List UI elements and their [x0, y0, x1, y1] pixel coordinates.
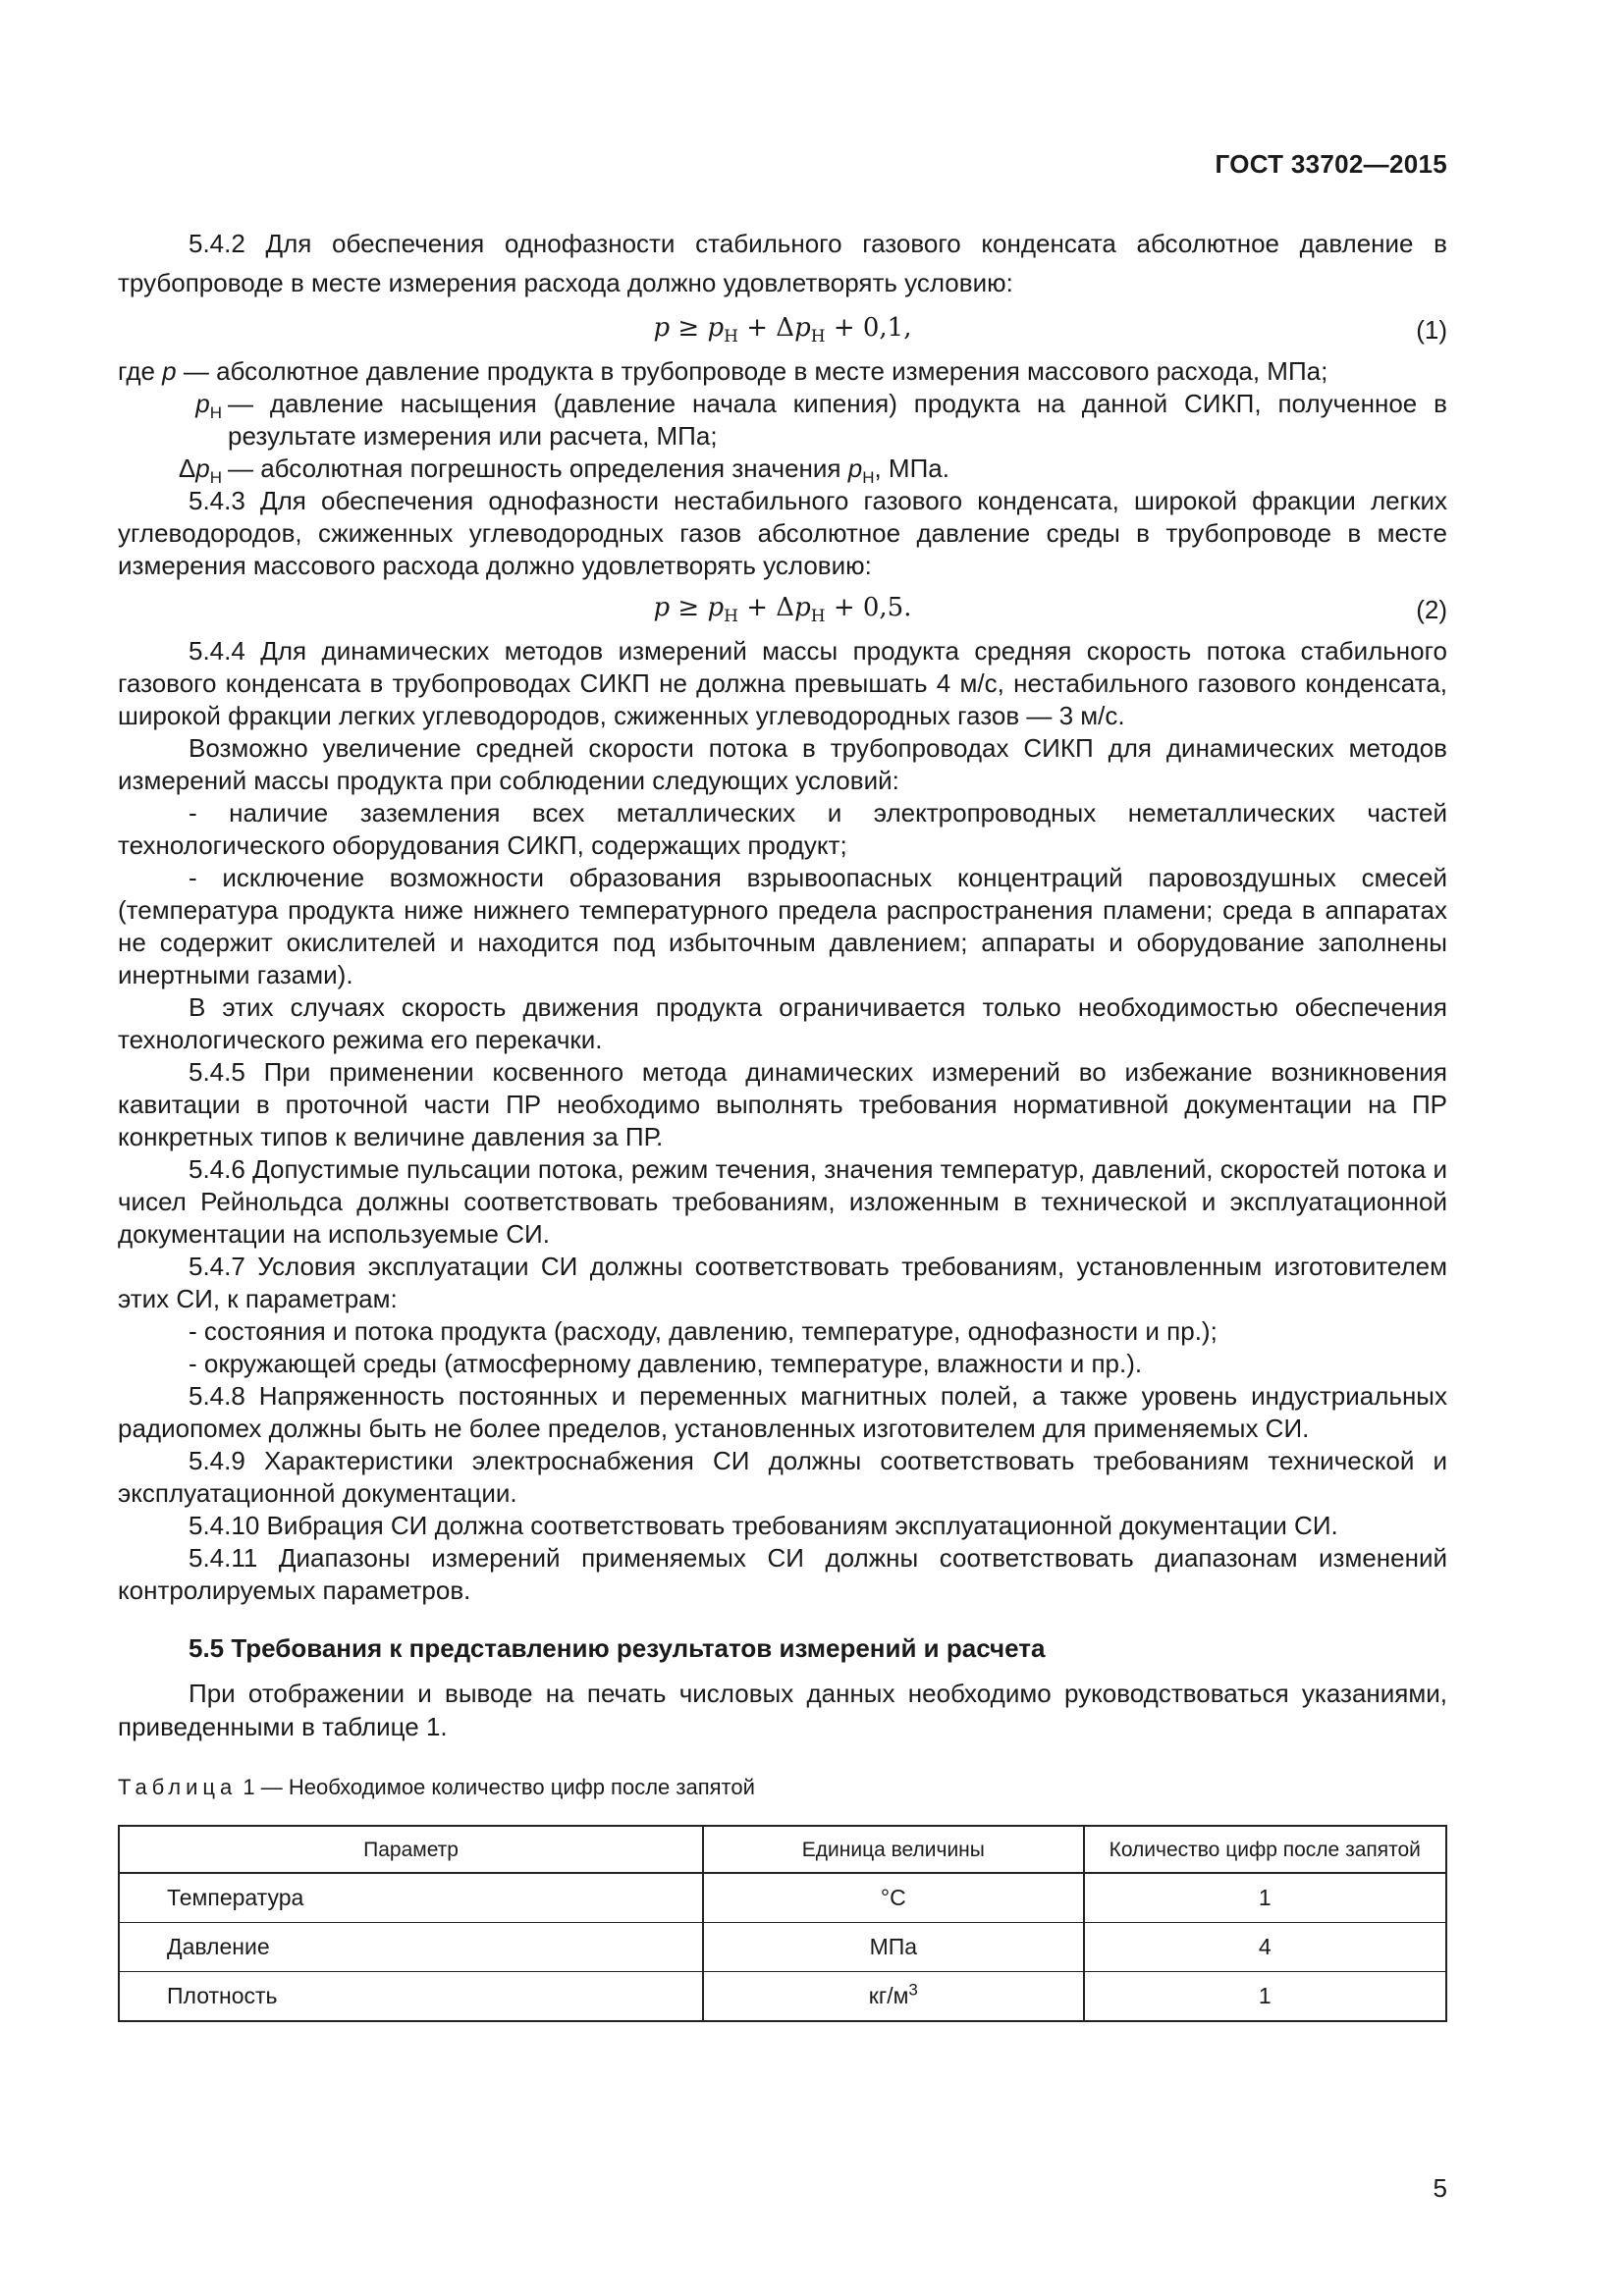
table-1-caption: Таблица 1 — Необходимое количество цифр после запятой	[118, 1775, 755, 1799]
paragraph-5-4-5: 5.4.5 При применении косвенного метода динамических измерений во избежание возникновения кавитации в проточной части ПР необходимо выполнять требования нормативной документации на ПР конкретных типов к величине давления за ПР.	[118, 1057, 1447, 1151]
table-row	[119, 1923, 1446, 1972]
paragraph-speed-limit: В этих случаях скорость движения продукта ограничивается только необходимостью обеспечения технологического режима его перекачки.	[118, 992, 1447, 1054]
table-row	[119, 1873, 1446, 1923]
table-row	[119, 1972, 1446, 2022]
paragraph-5-4-6: 5.4.6 Допустимые пульсации потока, режим течения, значения температур, давлений, скоростей потока и чисел Рейнольдса должны соответствовать требованиям, изложенным в технической и эксплуатационной документации на используемые СИ.	[118, 1154, 1447, 1249]
list-item-environment: - окружающей среды (атмосферному давлению, температуре, влажности и пр.).	[189, 1349, 1143, 1378]
formula-1-expression: $p \ge p_Н + \Delta p_Н + 0,1$,	[653, 313, 912, 347]
paragraph-5-4-11: 5.4.11 Диапазоны измерений применяемых СИ должны соответствовать диапазонам изменений контролируемых параметров.	[118, 1543, 1447, 1605]
formula-1	[118, 310, 1447, 349]
list-item-explosion-prevention: - исключение возможности образования взрывоопасных концентраций паровоздушных смесей (температура продукта ниже нижнего температурного предела распространения пламени; среда в аппаратах не содержит окислителей и находится под избыточным давлением; аппараты и оборудование заполнены инертными газами).	[118, 863, 1447, 989]
paragraph-5-4-10: 5.4.10 Вибрация СИ должна соответствовать требованиям эксплуатационной документации СИ.	[189, 1511, 1338, 1540]
document-body	[118, 224, 1447, 2022]
formula-1-number: (1)	[1416, 315, 1447, 345]
formula-2	[118, 590, 1447, 629]
section-5-5-heading: 5.5 Требования к представлению результатов измерений и расчета	[189, 1633, 1046, 1663]
cell-parameter: Давление	[119, 1923, 703, 1972]
table-header-row	[119, 1826, 1446, 1873]
table-1	[118, 1825, 1447, 2022]
where-dpn-definition: — абсолютная погрешность определения значения $p_Н$, МПа.	[228, 454, 949, 488]
symbol-p-n: $p_Н$	[195, 389, 222, 423]
cell-unit: °С	[703, 1873, 1083, 1923]
paragraph-5-4-8: 5.4.8 Напряженность постоянных и переменных магнитных полей, а также уровень индустриальных радиопомех должны быть не более пределов, установленных изготовителем для применяемых СИ.	[118, 1381, 1447, 1443]
list-item-flow-state: - состояния и потока продукта (расходу, давлению, температуре, однофазности и пр.);	[189, 1316, 1218, 1346]
where-pn-definition: — давление насыщения (давление начала кипения) продукта на данной СИКП, полученное в результате измерения или расчета, МПа;	[228, 389, 1447, 451]
paragraph-5-4-7: 5.4.7 Условия эксплуатации СИ должны соответствовать требованиям, установленным изготовителем этих СИ, к параметрам:	[118, 1252, 1447, 1313]
paragraph-5-4-3: 5.4.3 Для обеспечения однофазности нестабильного газового конденсата, широкой фракции легких углеводородов, сжиженных углеводородных газов абсолютное давление среды в трубопроводе в месте измерения массового расхода должно удовлетворять условию:	[118, 486, 1447, 580]
paragraph-5-4-9: 5.4.9 Характеристики электроснабжения СИ должны соответствовать требованиям технической и эксплуатационной документации.	[118, 1446, 1447, 1508]
document-code-header: ГОСТ 33702—2015	[1215, 149, 1447, 179]
where-p-definition: где p — абсолютное давление продукта в трубопроводе в месте измерения массового расхода, МПа;	[118, 356, 1328, 386]
header-unit: Единица величины	[703, 1826, 1083, 1873]
paragraph-speed-increase: Возможно увеличение средней скорости потока в трубопроводах СИКП для динамических методов измерений массы продукта при соблюдении следующих условий:	[118, 733, 1447, 795]
header-parameter: Параметр	[119, 1826, 703, 1873]
cell-unit: $кг/м^3$	[703, 1972, 1083, 2022]
paragraph-5-4-2: 5.4.2 Для обеспечения однофазности стабильного газового конденсата абсолютное давление в трубопроводе в месте измерения расхода должно удовлетворять условию:	[118, 229, 1447, 297]
cell-digits: 1	[1084, 1873, 1446, 1923]
formula-2-expression: $p \ge p_Н + \Delta p_Н + 0,5$.	[653, 593, 912, 627]
list-item-grounding: - наличие заземления всех металлических и электропроводных неметаллических частей технологического оборудования СИКП, содержащих продукт;	[118, 798, 1447, 860]
page-number: 5	[1433, 2173, 1447, 2203]
cell-unit: МПа	[703, 1923, 1083, 1972]
paragraph-5-4-4: 5.4.4 Для динамических методов измерений массы продукта средняя скорость потока стабильного газового конденсата в трубопроводах СИКП не должна превышать 4 м/с, нестабильного газового конденсата, широкой фракции легких углеводородов, сжиженных углеводородных газов — 3 м/с.	[118, 636, 1447, 730]
cell-digits: 1	[1084, 1972, 1446, 2022]
where-definitions	[118, 388, 1447, 488]
formula-2-number: (2)	[1416, 595, 1447, 624]
symbol-delta-p-n: $\Delta p_Н$	[178, 454, 222, 488]
cell-parameter: Температура	[119, 1873, 703, 1923]
cell-digits: 4	[1084, 1923, 1446, 1972]
paragraph-5-5: При отображении и выводе на печать числовых данных необходимо руководствоваться указаниями, приведенными в таблице 1.	[118, 1679, 1447, 1741]
cell-parameter: Плотность	[119, 1972, 703, 2022]
header-digits: Количество цифр после запятой	[1084, 1826, 1446, 1873]
